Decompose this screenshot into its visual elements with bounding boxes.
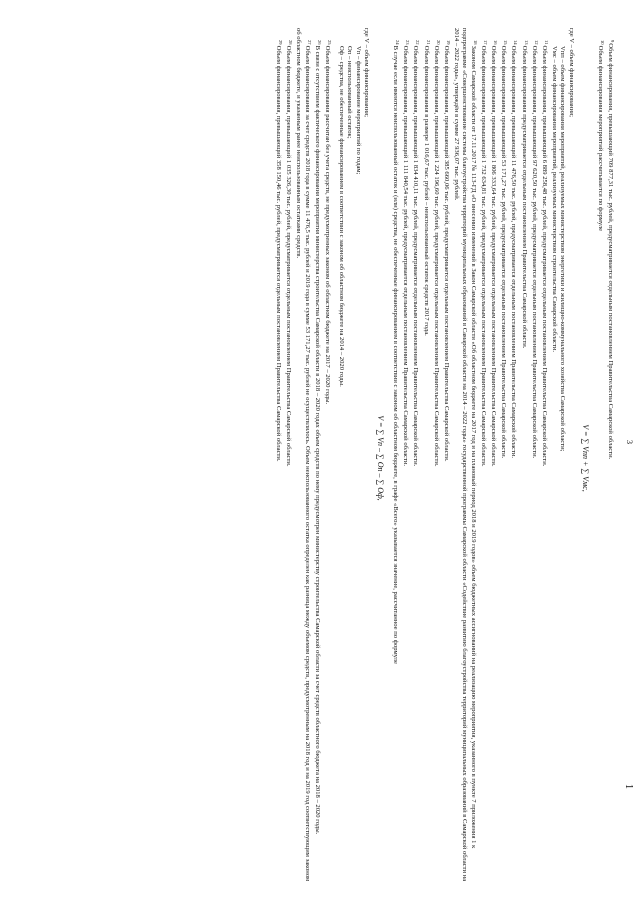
footnote-14 — [509, 28, 519, 888]
footnote-text: Законом Самарской области от 17.11.2017 № 113-ГД «О внесении изменений в Закон Самарской области «Об областном бюджете на 2017 год и на плановый период 2018 и 2019 годов» объем бюджетных ассигнований на реализацию мероприятия, указанного в пункте 7 приложения 1 к подпрограмме «Совершенствование системы благоустройства территорий муниципальных образований в Самарской области на 2014 – 2022 годы» государственной программы Самарской области «Содействие развитию благоустройства территорий муниципальных образований в Самарской области на 2014 – 2022 годы», утверждён в сумме 27 936,07 тыс. рублей. — [453, 28, 477, 882]
footnote-marker: 29 — [277, 40, 283, 45]
where-line-1: где V – объем финансирования; — [567, 28, 575, 117]
footnotes-body — [274, 28, 616, 888]
footnote-21 — [421, 28, 431, 888]
footnotes-list-2 — [274, 28, 333, 888]
footnote-18 — [452, 28, 479, 888]
formula-1: V = ∑ Vпп + ∑ Vмс, — [580, 424, 590, 492]
footnote-marker: 21 — [425, 40, 431, 45]
footnote-marker: 13 — [523, 40, 529, 45]
footnote-marker: 18 — [472, 40, 478, 45]
footnote-text: Объем финансирования в размере 1 016,67 тыс. рублей – неиспользованный остаток средств 2017 года. — [422, 45, 430, 336]
footnote-marker: 27 — [306, 40, 312, 45]
definition-item: Vп – финансирование мероприятий по годам; — [354, 46, 362, 175]
footnote-text: В связи с отсутствием фактического финансирования мероприятия министерства строительства Самарской области в 2018 – 2020 годах объем средств по нему предусмотрен министерству строительства Самарской области за счет средств областного бюджета на 2018 – 2020 годы. — [313, 45, 321, 835]
footnote-text: Объем финансирования за счет средств 2018 года в сумме 11 476,5 тыс. рублей и 2019 года в сумме 53 171,27 тыс. рублей не осуществлялось. Объем неиспользованного остатка определен как разница между объемом средств, предусмотренным на 2018 год и на 2019 год соответствующим законом об областном бюджете, и указанным ранее неиспользованным остатками средств. — [295, 28, 311, 882]
footnote-10: $^{10}$Объем финансирования мероприятий рассчитывается по формуле — [596, 40, 605, 232]
footnote-text: Объем финансирования, превышающий 11 476,50 тыс. рублей, предусматривается отдельным постановлением Правительства Самарской области. — [510, 45, 518, 459]
footnote-25 — [323, 28, 333, 888]
footnote-24 — [391, 28, 401, 888]
footnote-marker: 22 — [415, 40, 421, 45]
definition-item: Оп – неиспользованный остаток; — [346, 46, 354, 139]
footnote-text: Объем финансирования предусматривается отдельным постановлением Правительства Самарской области. — [520, 45, 528, 349]
footnote-marker: 16 — [492, 40, 498, 45]
footnote-marker: 19 — [445, 40, 451, 45]
footnote-28 — [284, 28, 294, 888]
footnote-text: В случае если имеются неиспользованный остаток и (или) средства, не обеспеченные финансированием в соответствии с законом об областном бюджете, в графе «Всего» указывается значение, рассчитанное по формуле — [391, 45, 399, 664]
footnote-text: Объем финансирования рассчитан без учета средств, не предусмотренных законом об областном бюджете на 2017 – 2020 годы. — [323, 45, 331, 405]
footnote-15 — [499, 28, 509, 888]
footnote-marker: 20 — [435, 40, 441, 45]
footnote-text: Объем финансирования, превышающий 1 111 840,54 тыс. рублей, предусматривается отдельным постановлением Правительства Самарской области. — [402, 45, 410, 467]
footnote-marker: 26 — [316, 40, 322, 45]
footnote-13 — [519, 28, 529, 888]
footnote-marker: 24 — [394, 40, 400, 45]
where-line-2: где V – объем финансирования; — [362, 28, 370, 117]
footnote-marker: 23 — [405, 40, 411, 45]
footnote-text: Объем финансирования, превышающий 1 732 634,81 тыс. рублей, предусматривается отдельным постановлением Правительства Самарской области. — [479, 45, 487, 467]
footnote-marker: 15 — [503, 40, 509, 45]
footnote-17 — [479, 28, 489, 888]
footnote-marker: 25 — [326, 40, 332, 45]
footnote-text: Объем финансирования, превышающий 53 171,27 тыс. рублей, предусматривается отдельным постановлением Правительства Самарской области. — [500, 45, 508, 459]
footnote-text: Объем финансирования, превышающий 1 035 326,30 тыс. рублей, предусматривается отдельным постановлением Правительства Самарской области. — [285, 45, 293, 467]
footnote-marker: 17 — [482, 40, 488, 45]
footnote-marker: 11 — [543, 40, 549, 45]
footnote-29 — [274, 28, 284, 888]
footnote-text: Объем финансирования, превышающий 385 660,06 тыс. рублей, предусматривается отдельным постановлением Правительства Самарской области. — [442, 45, 450, 462]
footnote-text: Объем финансирования, превышающий 97 620,50 тыс. рублей, предусматривается отдельным постановлением Правительства Самарской области. — [530, 45, 538, 459]
footnote-11 — [540, 28, 550, 888]
definition-vpp: Vпп – объем финансирования мероприятий, реализуемых министерством энергетики и жилищно-коммунального хозяйства Самарской области; — [559, 46, 567, 452]
footnote-27 — [294, 28, 312, 888]
footnote-marker: 12 — [533, 40, 539, 45]
footnotes-list-1 — [391, 28, 550, 888]
definitions-list-2 — [337, 28, 362, 888]
footnote-12 — [530, 28, 540, 888]
footnote-marker: 28 — [288, 40, 294, 45]
footnote-9: $^9$Объем финансирования, превышающий 709 877,31 тыс. рублей, предусматривается отдельным постановлением Правительства Самарской области. — [607, 40, 615, 460]
margin-mark: 1 — [623, 784, 634, 789]
footnote-20 — [432, 28, 442, 888]
footnote-26 — [313, 28, 323, 888]
footnote-23 — [401, 28, 411, 888]
definition-item: Оф – средства, не обеспеченные финансированием в соответствии с законом об областном бюджете на 2014 – 2020 годы. — [338, 46, 346, 387]
footnote-text: Объем финансирования, превышающий 1 806 333,64 тыс. рублей, предусматривается отдельным постановлением Правительства Самарской области. — [489, 45, 497, 467]
footnote-text: Объем финансирования, превышающий 358 150,46 тыс. рублей, предусматривается отдельным постановлением Правительства Самарской области. — [274, 45, 282, 462]
footnote-22 — [411, 28, 421, 888]
page-number: 3 — [625, 440, 634, 444]
footnote-marker: 14 — [513, 40, 519, 45]
footnote-text: Объем финансирования, превышающий 6 889 258,48 тыс. рублей, предусматривается отдельным постановлением Правительства Самарской области. — [540, 45, 548, 467]
formula-2: V = ∑ Vп – ∑ Оп – ∑ Оф, — [375, 415, 385, 501]
definition-vms: Vмс – объем финансирования мероприятий, реализуемых министерством строительства Самарской области. — [551, 46, 559, 353]
footnote-19 — [442, 28, 452, 888]
footnote-16 — [489, 28, 499, 888]
footnote-text: Объем финансирования, превышающий 1 834 410,11 тыс. рублей, предусматривается отдельным постановлением Правительства Самарской области. — [412, 45, 420, 467]
footnote-text: Объем финансирования, превышающий 1 224 196,60 тыс. рублей, предусматривается отдельным постановлением Правительства Самарской области. — [432, 45, 440, 467]
